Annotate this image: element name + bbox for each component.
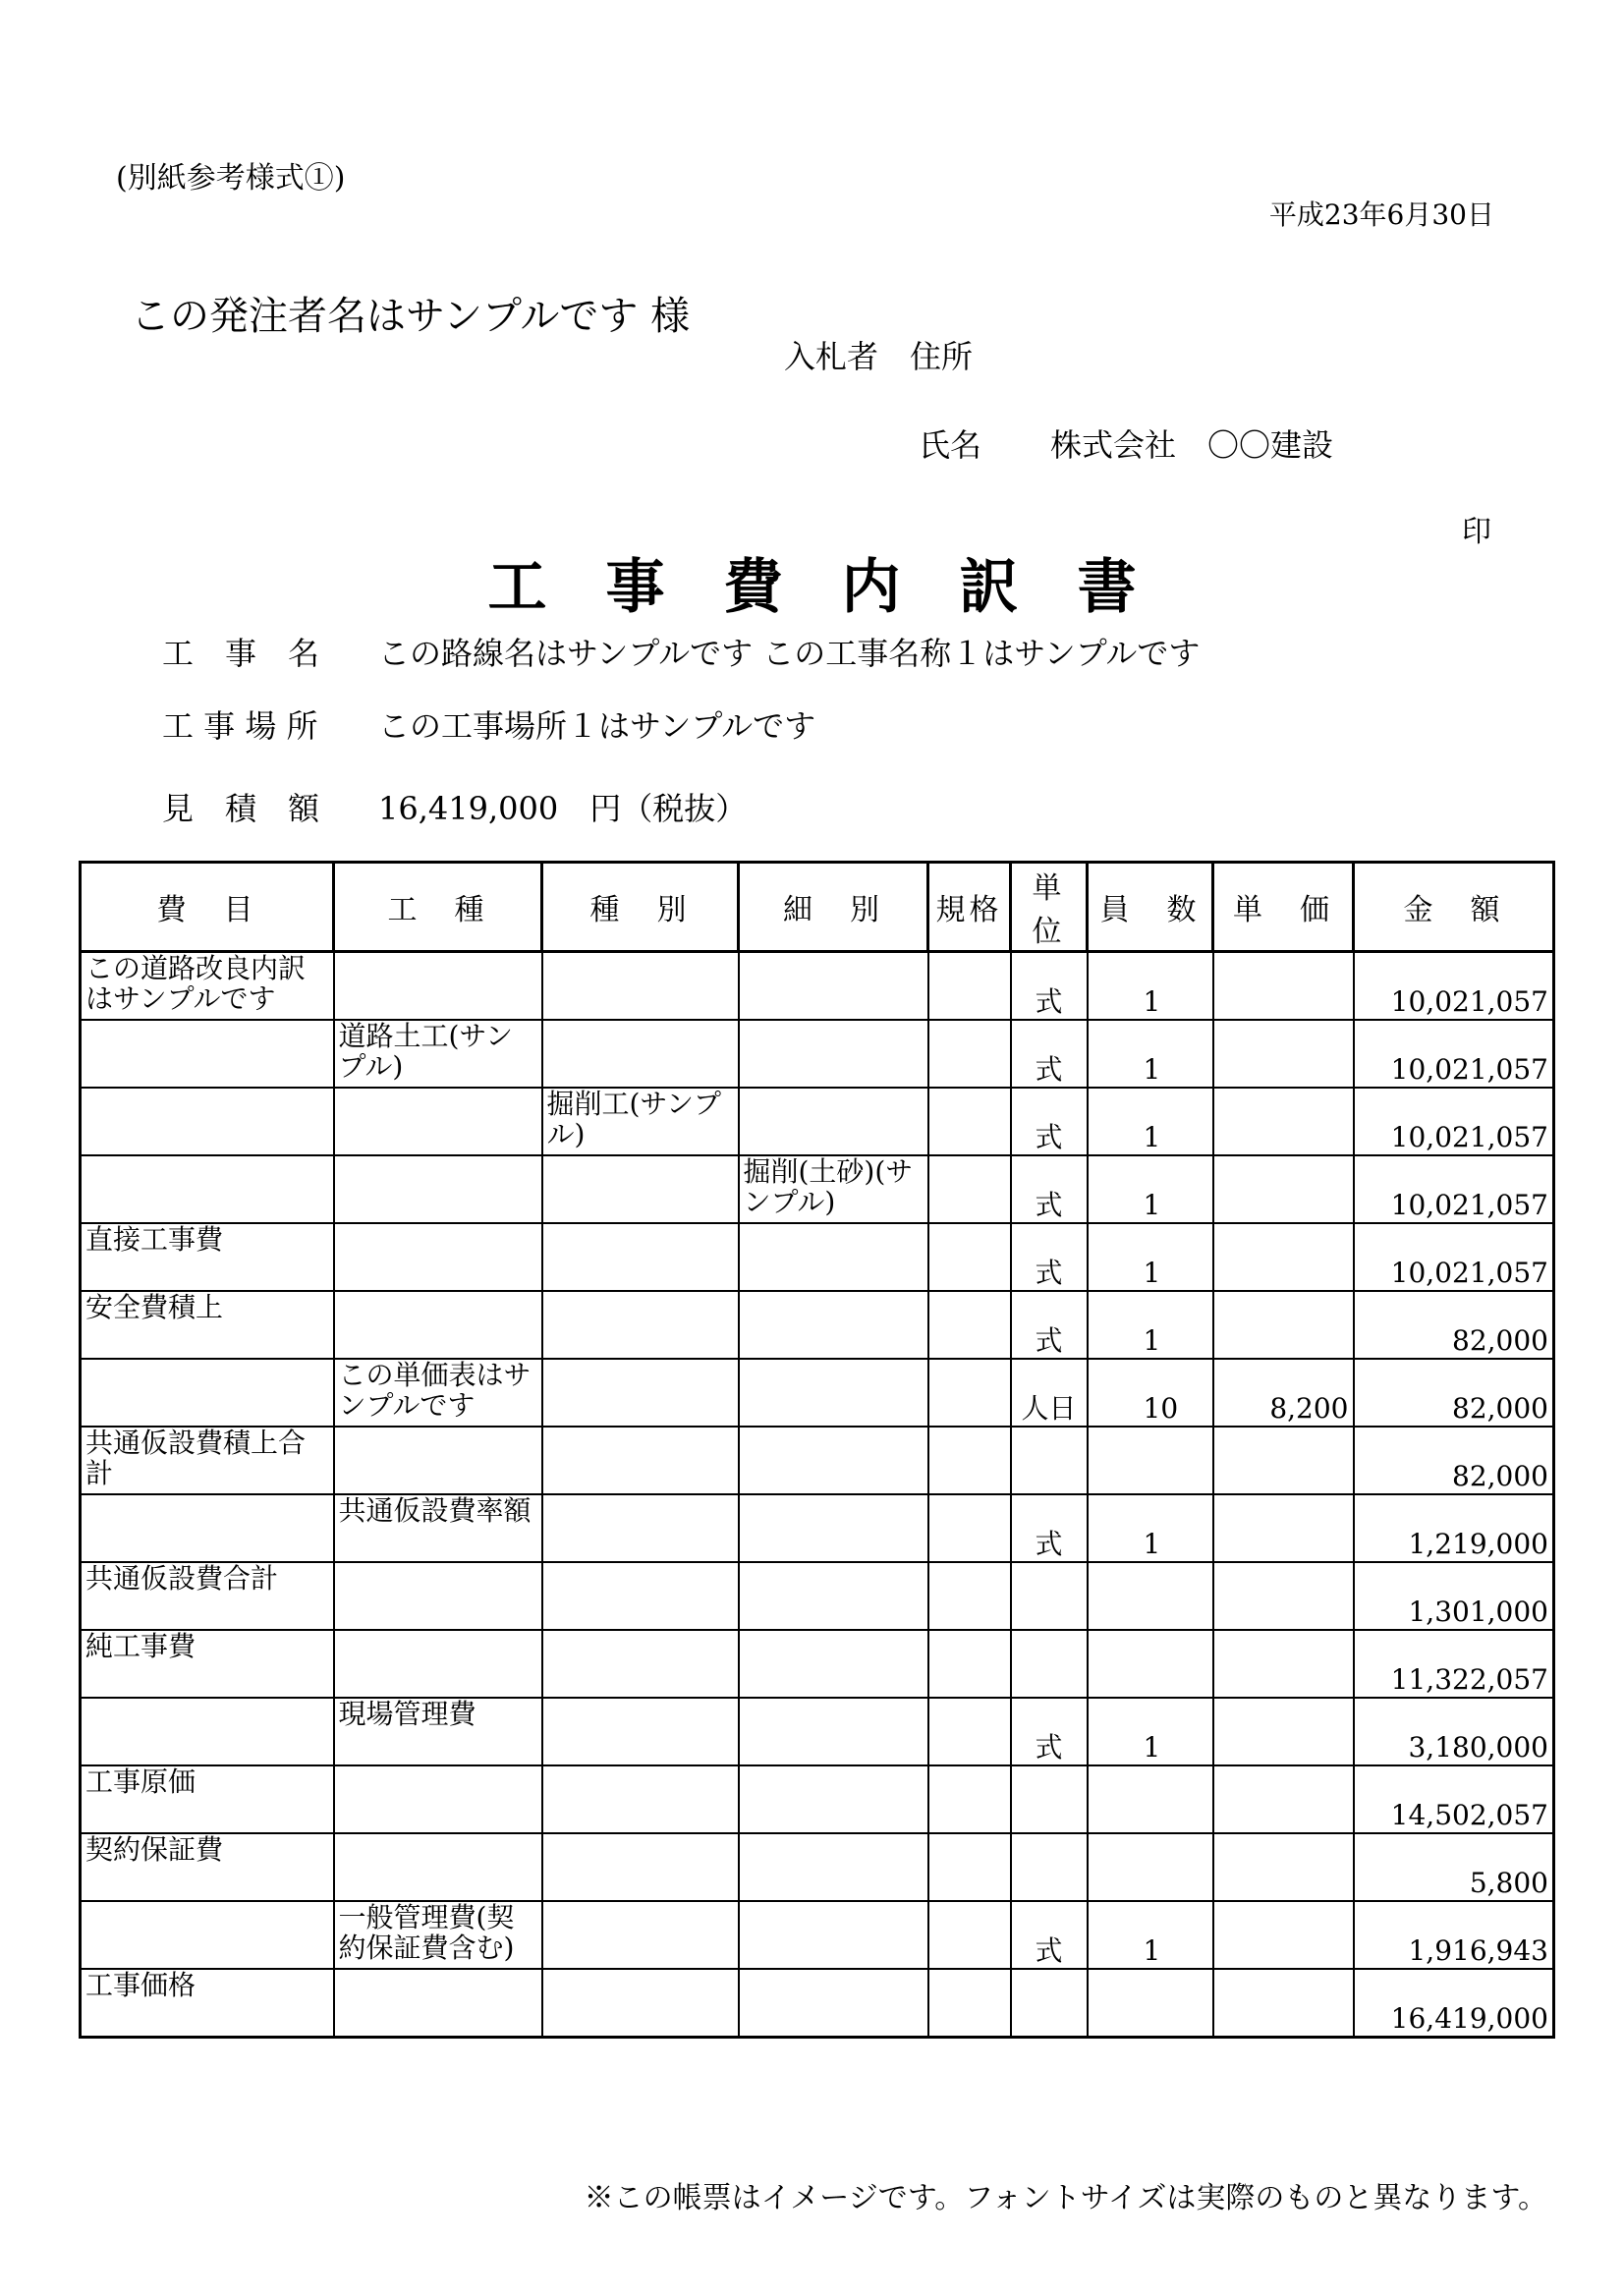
- header-kazu: 員 数: [1088, 863, 1213, 952]
- header-himoku: 費 目: [81, 863, 334, 952]
- cell-shubetsu: [542, 1765, 739, 1833]
- table-row: [81, 1020, 1554, 1088]
- cell-saibetsu: [739, 1698, 928, 1765]
- cell-shubetsu: [542, 1291, 739, 1359]
- table-body: [81, 952, 1554, 2038]
- cell-kingaku: 10,021,057: [1354, 1223, 1554, 1291]
- cell-tani: 式: [1011, 1291, 1088, 1359]
- cell-himoku: [81, 1494, 334, 1562]
- cell-kikaku: [928, 1833, 1011, 1901]
- cell-himoku: 共通仮設費積上合計: [81, 1427, 334, 1494]
- bidder-name-line: [919, 420, 1333, 466]
- cell-himoku: 純工事費: [81, 1630, 334, 1698]
- cell-himoku: [81, 1901, 334, 1969]
- cell-shubetsu: [542, 1833, 739, 1901]
- cell-kazu: [1088, 1562, 1213, 1630]
- cell-kazu: 1: [1088, 1223, 1213, 1291]
- cell-saibetsu: [739, 1630, 928, 1698]
- cell-tani: [1011, 1969, 1088, 2038]
- cell-kazu: 1: [1088, 1698, 1213, 1765]
- cell-koushu: この単価表はサンプルです: [334, 1359, 542, 1427]
- document-date: 平成23年6月30日: [1268, 198, 1494, 231]
- cell-himoku: [81, 1155, 334, 1223]
- cell-saibetsu: 掘削(土砂)(サンプル): [739, 1155, 928, 1223]
- table-row: [81, 1901, 1554, 1969]
- reference-form-label: (別紙参考様式①): [116, 161, 346, 196]
- cell-tani: [1011, 1427, 1088, 1494]
- cell-tanka: [1213, 1765, 1354, 1833]
- cell-saibetsu: [739, 1494, 928, 1562]
- cell-koushu: [334, 1969, 542, 2038]
- cell-kingaku: 11,322,057: [1354, 1630, 1554, 1698]
- cell-tani: [1011, 1833, 1088, 1901]
- cell-kikaku: [928, 1088, 1011, 1155]
- cell-tanka: [1213, 1494, 1354, 1562]
- cell-kingaku: 10,021,057: [1354, 1088, 1554, 1155]
- header-tanka: 単 価: [1213, 863, 1354, 952]
- cell-koushu: [334, 952, 542, 1021]
- cell-koushu: [334, 1088, 542, 1155]
- cell-kazu: [1088, 1630, 1213, 1698]
- table-row: [81, 1494, 1554, 1562]
- construction-site-label: 工 事 場 所: [162, 707, 318, 745]
- cell-kikaku: [928, 1630, 1011, 1698]
- cell-himoku: 安全費積上: [81, 1291, 334, 1359]
- cell-tani: 式: [1011, 1088, 1088, 1155]
- cell-kingaku: 1,301,000: [1354, 1562, 1554, 1630]
- cell-shubetsu: [542, 1698, 739, 1765]
- cell-koushu: [334, 1765, 542, 1833]
- cell-shubetsu: 掘削工(サンプル): [542, 1088, 739, 1155]
- table-row: [81, 952, 1554, 1021]
- cell-kikaku: [928, 952, 1011, 1021]
- bidder-company: 株式会社 〇〇建設: [1050, 426, 1334, 464]
- cell-tani: 式: [1011, 1698, 1088, 1765]
- cell-saibetsu: [739, 1833, 928, 1901]
- cell-kingaku: 3,180,000: [1354, 1698, 1554, 1765]
- cell-kikaku: [928, 1359, 1011, 1427]
- bidder-address-label: 入札者 住所: [784, 338, 974, 375]
- cell-tanka: [1213, 952, 1354, 1021]
- cell-saibetsu: [739, 1765, 928, 1833]
- cell-kikaku: [928, 1969, 1011, 2038]
- cell-tani: [1011, 1562, 1088, 1630]
- cell-kazu: 1: [1088, 1901, 1213, 1969]
- cell-kingaku: 5,800: [1354, 1833, 1554, 1901]
- cell-saibetsu: [739, 1427, 928, 1494]
- table-row: [81, 1833, 1554, 1901]
- cell-kikaku: [928, 1155, 1011, 1223]
- cell-kazu: 1: [1088, 1155, 1213, 1223]
- cell-tani: 式: [1011, 1020, 1088, 1088]
- cell-tani: 人日: [1011, 1359, 1088, 1427]
- cell-kikaku: [928, 1291, 1011, 1359]
- table-row: [81, 1291, 1554, 1359]
- cell-koushu: 現場管理費: [334, 1698, 542, 1765]
- estimate-label: 見 積 額: [162, 790, 320, 827]
- cell-koushu: [334, 1562, 542, 1630]
- cell-kazu: [1088, 1969, 1213, 2038]
- cell-tani: [1011, 1630, 1088, 1698]
- cell-koushu: 道路土工(サンプル): [334, 1020, 542, 1088]
- cell-tanka: [1213, 1562, 1354, 1630]
- cell-kazu: 1: [1088, 1494, 1213, 1562]
- cell-kikaku: [928, 1223, 1011, 1291]
- cell-koushu: 共通仮設費率額: [334, 1494, 542, 1562]
- cell-saibetsu: [739, 1562, 928, 1630]
- header-shubetsu: 種 別: [542, 863, 739, 952]
- construction-name-value: この路線名はサンプルです この工事名称１はサンプルです: [378, 635, 1201, 672]
- cell-kazu: 1: [1088, 1020, 1213, 1088]
- cell-tani: 式: [1011, 1155, 1088, 1223]
- construction-name-label: 工 事 名: [162, 635, 320, 672]
- cell-kingaku: 10,021,057: [1354, 1020, 1554, 1088]
- footnote: ※この帳票はイメージです。フォントサイズは実際のものと異なります。: [584, 2181, 1547, 2215]
- table-header-row: [81, 863, 1554, 952]
- cell-himoku: この道路改良内訳はサンプルです: [81, 952, 334, 1021]
- cell-kingaku: 10,021,057: [1354, 1155, 1554, 1223]
- cell-tanka: [1213, 1223, 1354, 1291]
- cell-shubetsu: [542, 1562, 739, 1630]
- document-title: 工事費内訳書: [487, 553, 1196, 622]
- cell-shubetsu: [542, 1020, 739, 1088]
- cell-tanka: [1213, 1155, 1354, 1223]
- cell-himoku: 直接工事費: [81, 1223, 334, 1291]
- cell-kazu: 1: [1088, 1291, 1213, 1359]
- cell-himoku: 工事価格: [81, 1969, 334, 2038]
- info-construction-name: [162, 629, 1200, 674]
- header-kikaku: 規格: [928, 863, 1011, 952]
- info-estimate: [162, 784, 747, 829]
- cell-saibetsu: [739, 1969, 928, 2038]
- cell-saibetsu: [739, 1088, 928, 1155]
- cell-koushu: [334, 1833, 542, 1901]
- cell-kikaku: [928, 1494, 1011, 1562]
- cell-tanka: [1213, 1833, 1354, 1901]
- table-row: [81, 1088, 1554, 1155]
- cell-shubetsu: [542, 1359, 739, 1427]
- cell-shubetsu: [542, 952, 739, 1021]
- cell-kazu: [1088, 1427, 1213, 1494]
- seal-mark: 印: [1462, 515, 1491, 549]
- cell-koushu: [334, 1223, 542, 1291]
- table-row: [81, 1765, 1554, 1833]
- cell-shubetsu: [542, 1901, 739, 1969]
- cell-shubetsu: [542, 1969, 739, 2038]
- cell-tanka: 8,200: [1213, 1359, 1354, 1427]
- cell-kazu: [1088, 1833, 1213, 1901]
- cell-koushu: [334, 1630, 542, 1698]
- cell-tani: 式: [1011, 1494, 1088, 1562]
- cost-breakdown-table: [79, 861, 1555, 2039]
- cell-kikaku: [928, 1020, 1011, 1088]
- cell-tani: 式: [1011, 1901, 1088, 1969]
- cell-kingaku: 10,021,057: [1354, 952, 1554, 1021]
- table-row: [81, 1359, 1554, 1427]
- cell-shubetsu: [542, 1427, 739, 1494]
- recipient-name: この発注者名はサンプルです 様: [131, 294, 691, 339]
- cell-kazu: [1088, 1765, 1213, 1833]
- cell-kingaku: 82,000: [1354, 1427, 1554, 1494]
- cell-koushu: [334, 1155, 542, 1223]
- cell-kazu: 1: [1088, 952, 1213, 1021]
- cell-kingaku: 1,916,943: [1354, 1901, 1554, 1969]
- table-row: [81, 1223, 1554, 1291]
- cell-saibetsu: [739, 1223, 928, 1291]
- cell-saibetsu: [739, 1020, 928, 1088]
- cell-shubetsu: [542, 1494, 739, 1562]
- cell-himoku: [81, 1088, 334, 1155]
- cell-kikaku: [928, 1698, 1011, 1765]
- header-kingaku: 金 額: [1354, 863, 1554, 952]
- cell-kikaku: [928, 1427, 1011, 1494]
- estimate-value: 16,419,000 円（税抜）: [378, 790, 748, 827]
- cell-tanka: [1213, 1427, 1354, 1494]
- cell-himoku: [81, 1020, 334, 1088]
- cell-tanka: [1213, 1698, 1354, 1765]
- info-construction-site: [162, 701, 815, 747]
- construction-site-value: この工事場所１はサンプルです: [378, 707, 816, 745]
- cell-kikaku: [928, 1765, 1011, 1833]
- cell-saibetsu: [739, 952, 928, 1021]
- cell-kazu: 1: [1088, 1088, 1213, 1155]
- cell-tani: 式: [1011, 1223, 1088, 1291]
- header-tani: 単位: [1011, 863, 1088, 952]
- cell-tanka: [1213, 1630, 1354, 1698]
- bidder-name-label: 氏名: [919, 426, 982, 464]
- table-row: [81, 1562, 1554, 1630]
- cell-shubetsu: [542, 1630, 739, 1698]
- table-row: [81, 1630, 1554, 1698]
- table-row: [81, 1427, 1554, 1494]
- cell-koushu: [334, 1291, 542, 1359]
- cell-kingaku: 82,000: [1354, 1291, 1554, 1359]
- cell-tanka: [1213, 1901, 1354, 1969]
- cell-kikaku: [928, 1901, 1011, 1969]
- cell-koushu: 一般管理費(契約保証費含む): [334, 1901, 542, 1969]
- cell-kingaku: 14,502,057: [1354, 1765, 1554, 1833]
- cell-shubetsu: [542, 1155, 739, 1223]
- cell-kingaku: 82,000: [1354, 1359, 1554, 1427]
- cell-saibetsu: [739, 1901, 928, 1969]
- cell-koushu: [334, 1427, 542, 1494]
- header-saibetsu: 細 別: [739, 863, 928, 952]
- table-row: [81, 1698, 1554, 1765]
- cell-kingaku: 1,219,000: [1354, 1494, 1554, 1562]
- table-row: [81, 1155, 1554, 1223]
- cell-tani: 式: [1011, 952, 1088, 1021]
- cell-kingaku: 16,419,000: [1354, 1969, 1554, 2038]
- cell-himoku: [81, 1698, 334, 1765]
- cell-saibetsu: [739, 1359, 928, 1427]
- cell-kazu: 10: [1088, 1359, 1213, 1427]
- cell-himoku: 共通仮設費合計: [81, 1562, 334, 1630]
- cell-himoku: 工事原価: [81, 1765, 334, 1833]
- cell-tanka: [1213, 1088, 1354, 1155]
- cell-tanka: [1213, 1969, 1354, 2038]
- cell-himoku: [81, 1359, 334, 1427]
- cell-tanka: [1213, 1020, 1354, 1088]
- cell-tanka: [1213, 1291, 1354, 1359]
- cell-saibetsu: [739, 1291, 928, 1359]
- cell-kikaku: [928, 1562, 1011, 1630]
- cell-shubetsu: [542, 1223, 739, 1291]
- table-row: [81, 1969, 1554, 2038]
- header-koushu: 工 種: [334, 863, 542, 952]
- cell-himoku: 契約保証費: [81, 1833, 334, 1901]
- cell-tani: [1011, 1765, 1088, 1833]
